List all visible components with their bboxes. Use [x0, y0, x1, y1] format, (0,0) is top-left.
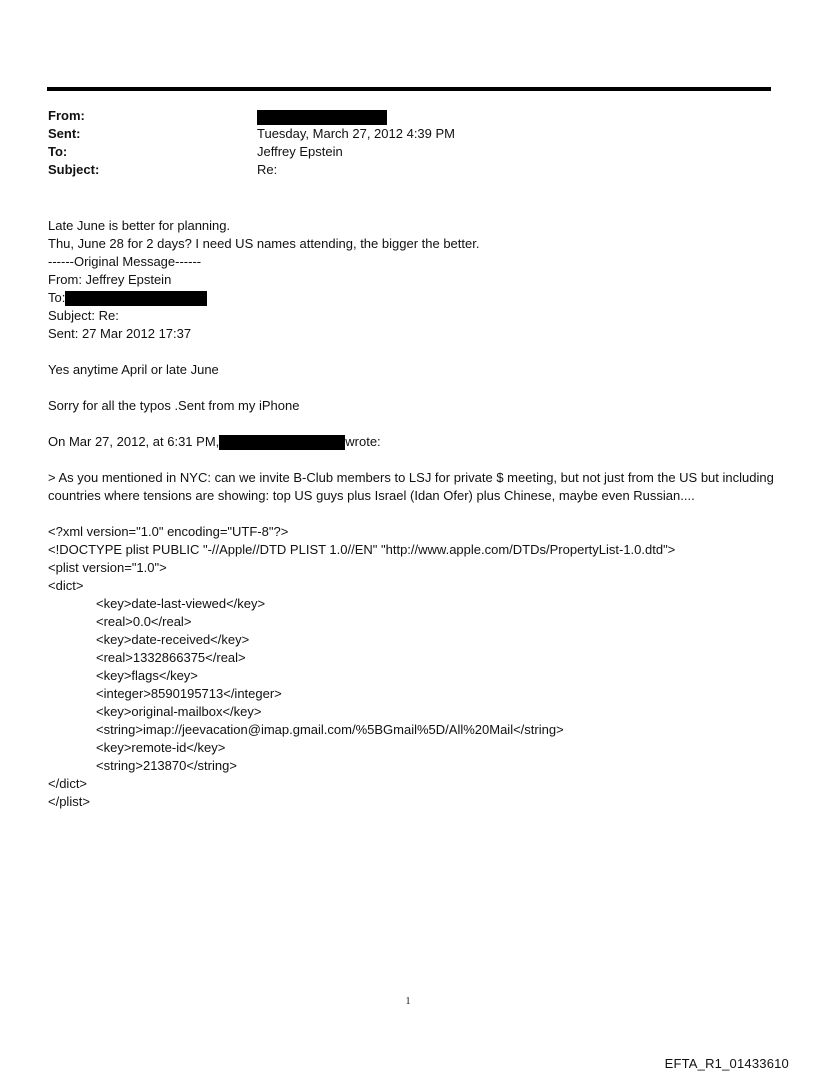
email-body	[48, 217, 778, 811]
plist-line: </dict>	[48, 776, 88, 791]
reply-text: Yes anytime April or late June	[48, 362, 219, 377]
original-subject: Subject: Re:	[48, 308, 119, 323]
plist-entry: <real>1332866375</real>	[96, 650, 246, 665]
plist-entry: <key>flags</key>	[96, 668, 198, 683]
plist-entry: <string>213870</string>	[96, 758, 237, 773]
bates-number: EFTA_R1_01433610	[664, 1056, 789, 1071]
original-to	[48, 289, 778, 307]
plist-line: <plist version="1.0">	[48, 560, 167, 575]
page-number: 1	[405, 996, 411, 1007]
quote-intro-before: On Mar 27, 2012, at 6:31 PM,	[48, 434, 220, 449]
from-row	[48, 107, 748, 125]
from-label: From:	[48, 108, 85, 123]
original-message-marker: ------Original Message------	[48, 254, 202, 269]
sent-value: Tuesday, March 27, 2012 4:39 PM	[257, 126, 455, 141]
from-value	[257, 107, 387, 125]
original-from: From: Jeffrey Epstein	[48, 272, 172, 287]
spacer	[48, 415, 778, 433]
original-to-label: To:	[48, 290, 66, 305]
plist-entry: <string>imap://jeevacation@imap.gmail.com/%5BGmail%5D/All%20Mail</string>	[96, 722, 564, 737]
plist-line: <?xml version="1.0" encoding="UTF-8"?>	[48, 524, 289, 539]
spacer	[48, 451, 778, 469]
redaction-box	[65, 291, 207, 306]
to-value: Jeffrey Epstein	[257, 144, 343, 159]
subject-label: Subject:	[48, 162, 100, 177]
plist-entry: <integer>8590195713</integer>	[96, 686, 282, 701]
spacer	[48, 505, 778, 523]
original-sent: Sent: 27 Mar 2012 17:37	[48, 326, 192, 341]
sent-label: Sent:	[48, 126, 81, 141]
to-row	[48, 143, 748, 161]
quote-intro-after: wrote:	[345, 434, 381, 449]
plist-line: <dict>	[48, 578, 84, 593]
to-label: To:	[48, 144, 68, 159]
plist-entry: <real>0.0</real>	[96, 614, 192, 629]
plist-entry: <key>date-received</key>	[96, 632, 250, 647]
plist-entry: <key>original-mailbox</key>	[96, 704, 262, 719]
plist-line: </plist>	[48, 794, 90, 809]
plist-line: <!DOCTYPE plist PUBLIC "-//Apple//DTD PLIST 1.0//EN" "http://www.apple.com/DTDs/PropertyList-1.0.dtd">	[48, 542, 676, 557]
subject-row	[48, 161, 748, 179]
sent-row	[48, 125, 748, 143]
spacer	[48, 343, 778, 361]
body-line: Thu, June 28 for 2 days? I need US names attending, the bigger the better.	[48, 236, 480, 251]
body-line: Late June is better for planning.	[48, 218, 231, 233]
plist-entry: <key>remote-id</key>	[96, 740, 226, 755]
quote-intro	[48, 433, 778, 451]
quoted-text: > As you mentioned in NYC: can we invite B-Club members to LSJ for private $ meeting, but not just from the US but including countries where tensions are showing: top US guys plus Israel (Idan Ofer) plus Chinese, maybe even Russian....	[48, 470, 774, 503]
redaction-box	[257, 110, 387, 125]
subject-value: Re:	[257, 162, 278, 177]
spacer	[48, 379, 778, 397]
redaction-box	[219, 435, 345, 450]
signature: Sorry for all the typos .Sent from my iPhone	[48, 398, 300, 413]
plist-entry: <key>date-last-viewed</key>	[96, 596, 266, 611]
email-header	[48, 107, 748, 179]
header-rule	[47, 87, 771, 91]
